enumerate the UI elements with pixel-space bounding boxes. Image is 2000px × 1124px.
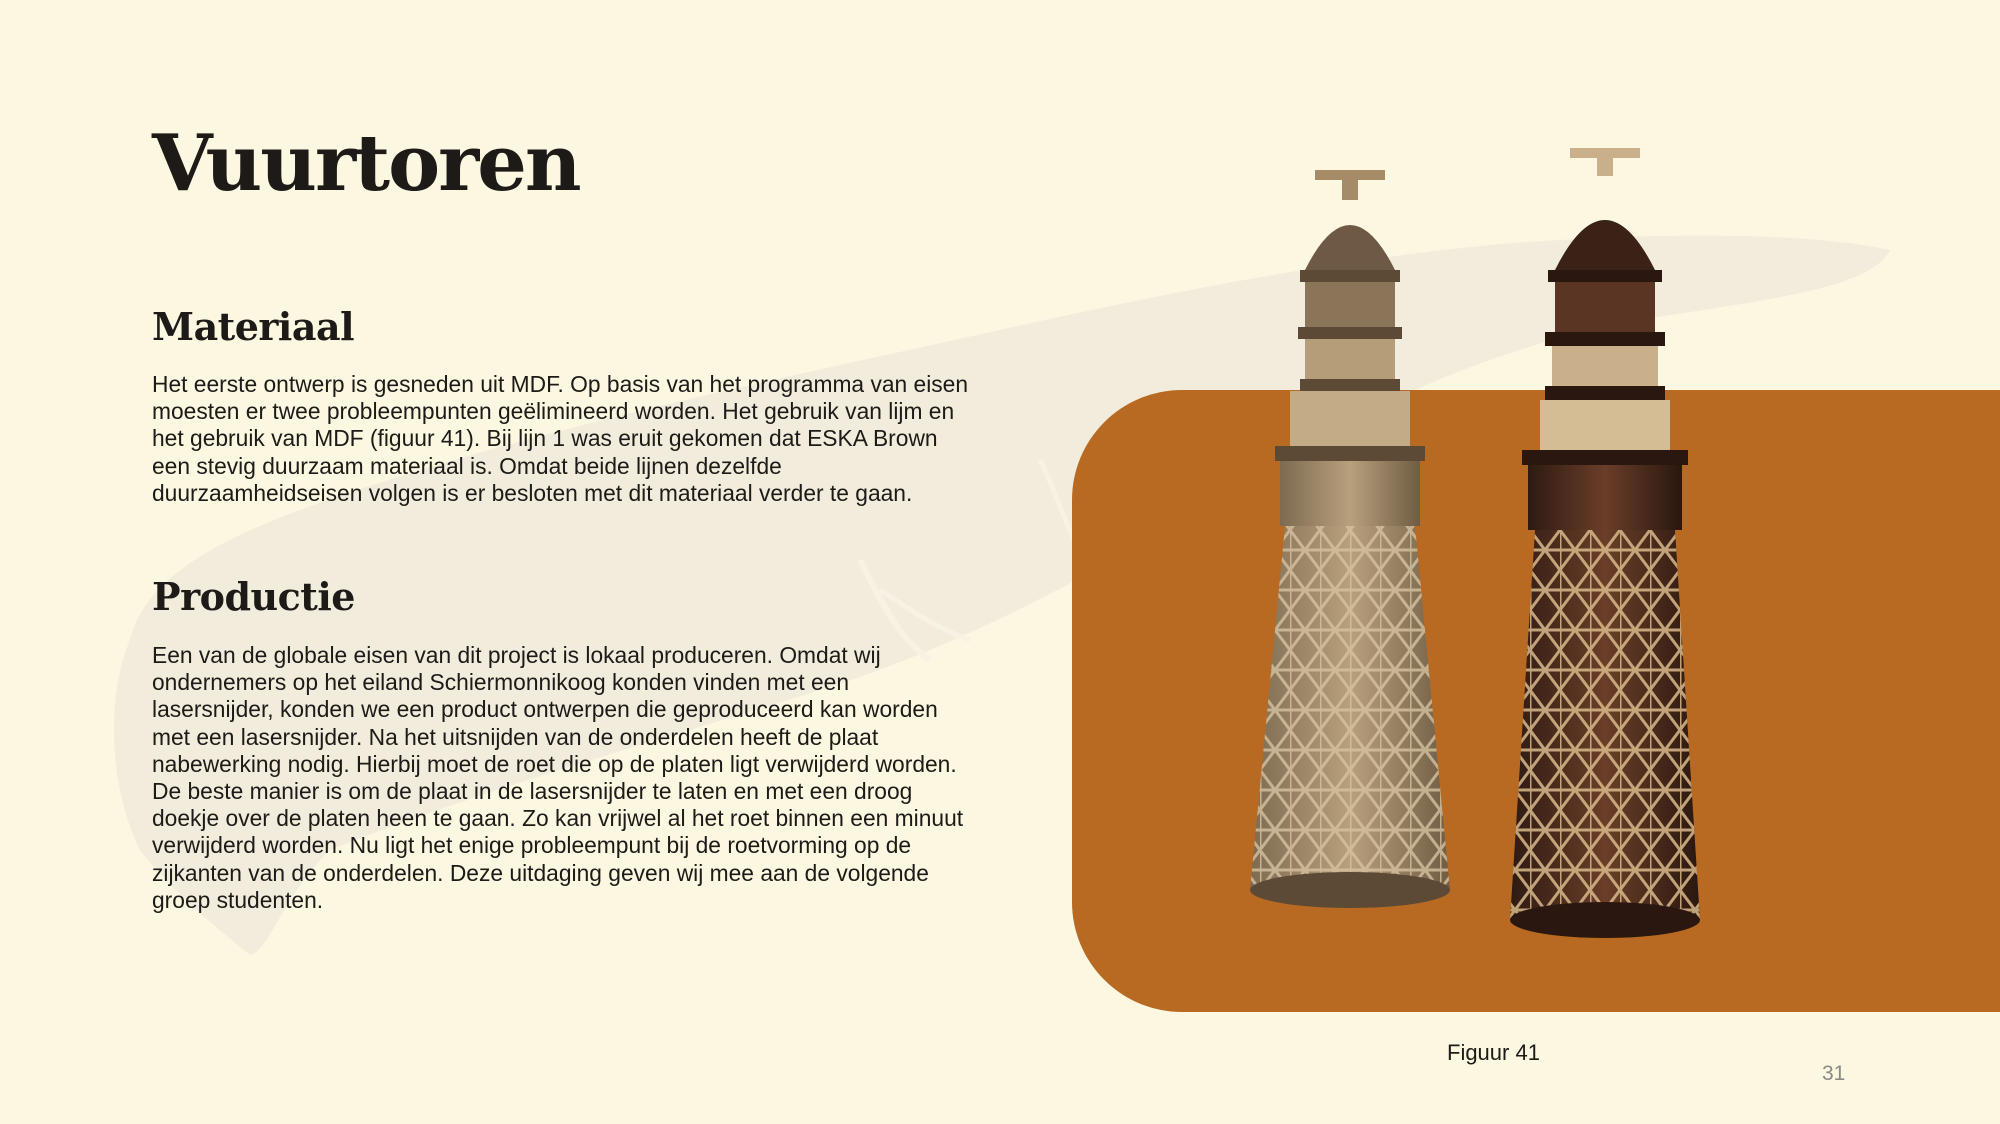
mdf-lighthouse-model bbox=[1250, 170, 1450, 908]
figure-caption: Figuur 41 bbox=[1447, 1040, 1540, 1065]
lighthouse-models-image bbox=[1230, 130, 1750, 960]
page-title: Vuurtoren bbox=[152, 118, 580, 209]
section-text-productie: Een van de globale eisen van dit project is lokaal produceren. Omdat wij ondernemers op het eiland Schiermonnikoog konden vinden met een lasersnijder, konden we een product ontwerpen die geproduceerd kan worden met een lasersnijder. Na het uitsnijden van de onderdelen heeft de plaat nabewerking nodig. Hierbij moet de roet die op de platen ligt verwijderd worden. De beste manier is om de plaat in de lasersnijder te laten en met een droog doekje over de platen heen te gaan. Zo kan vrijwel al het roet binnen een minuut verwijderd worden. Nu ligt het enige probleempunt bij de roetvorming op de zijkanten van de onderdelen. Deze uitdaging geven wij mee aan de volgende groep studenten. bbox=[152, 642, 964, 913]
eska-lighthouse-model bbox=[1510, 148, 1700, 938]
section-heading-materiaal: Materiaal bbox=[152, 304, 355, 349]
page-number: 31 bbox=[1822, 1062, 1846, 1085]
section-text-materiaal: Het eerste ontwerp is gesneden uit MDF. Op basis van het programma van eisen moesten er twee probleempunten geëlimineerd worden. Het gebruik van lijm en het gebruik van MDF (figuur 41). Bij lijn 1 was eruit gekomen dat ESKA Brown een stevig duurzaam materiaal is. Omdat beide lijnen dezelfde duurzaamheidseisen volgen is er besloten met dit materiaal verder te gaan. bbox=[152, 371, 969, 506]
section-heading-productie: Productie bbox=[152, 574, 355, 619]
